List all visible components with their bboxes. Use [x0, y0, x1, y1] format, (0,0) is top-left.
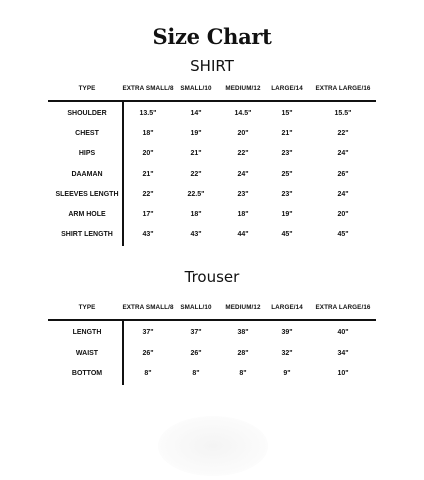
trouser-table-cell: 28" — [237, 349, 249, 357]
trouser-header-divider — [48, 319, 376, 321]
shirt-table-cell: 15.5" — [334, 110, 352, 117]
shirt-row-label: CHEST — [75, 130, 99, 138]
trouser-table-cell: 32" — [281, 349, 293, 357]
shirt-table-cell: 22" — [337, 130, 349, 138]
shirt-table-cell: 18" — [237, 211, 249, 218]
shirt-table-cell: 45" — [281, 231, 293, 239]
trouser-table-cell: 8" — [239, 370, 247, 377]
shirt-table-cell: 22" — [190, 170, 202, 178]
shirt-row-label: DAAMAN — [71, 170, 103, 178]
trouser-table-cell: 8" — [144, 370, 152, 377]
trouser-table-cell: 38" — [237, 329, 249, 336]
shirt-table-cell: 22" — [142, 190, 154, 198]
trouser-table-cell: 26" — [190, 349, 202, 357]
shirt-table-cell: 19" — [281, 211, 293, 218]
shirt-table-cell: 19" — [190, 130, 202, 138]
trouser-header-0: TYPE — [78, 304, 96, 311]
shirt-table-cell: 18" — [142, 130, 154, 138]
shirt-row-label: SHIRT LENGTH — [61, 231, 113, 239]
shirt-header-3: MEDIUM/12 — [225, 85, 261, 92]
shirt-section-title: SHIRT — [190, 57, 234, 75]
shirt-header-0: TYPE — [78, 85, 96, 92]
shirt-header-4: LARGE/14 — [271, 85, 303, 92]
trouser-header-1: EXTRA SMALL/8 — [122, 304, 174, 311]
trouser-table-cell: 9" — [283, 370, 291, 377]
shirt-table-cell: 22" — [237, 150, 249, 158]
shirt-table-cell: 21" — [281, 130, 293, 138]
shirt-table-cell: 21" — [142, 170, 154, 178]
shirt-table-cell: 22.5" — [187, 190, 205, 198]
trouser-header-4: LARGE/14 — [271, 304, 303, 311]
shirt-table-cell: 44" — [237, 231, 249, 239]
shirt-table-cell: 15" — [281, 110, 293, 117]
shirt-column-divider — [122, 101, 124, 246]
shirt-table-cell: 25" — [281, 170, 293, 178]
shirt-table-cell: 23" — [281, 150, 293, 158]
shirt-table-cell: 45" — [337, 231, 349, 239]
shirt-table-cell: 43" — [190, 231, 202, 239]
shirt-row-label: SLEEVES LENGTH — [55, 190, 119, 198]
shirt-table-cell: 21" — [190, 150, 202, 158]
shirt-table-cell: 20" — [337, 211, 349, 218]
trouser-table-cell: 8" — [192, 370, 200, 377]
shirt-table-cell: 20" — [237, 130, 249, 138]
shirt-row-label: SHOULDER — [67, 110, 107, 117]
trouser-header-2: SMALL/10 — [180, 304, 212, 311]
shirt-table-cell: 17" — [142, 211, 154, 218]
trouser-table-cell: 37" — [142, 329, 154, 336]
shirt-table-cell: 24" — [337, 150, 349, 158]
trouser-section-title: Trouser — [184, 268, 240, 286]
shirt-table-cell: 43" — [142, 231, 154, 239]
shirt-header-1: EXTRA SMALL/8 — [122, 85, 174, 92]
trouser-table-cell: 34" — [337, 349, 349, 357]
page-title: Size Chart — [152, 24, 272, 49]
shirt-table-cell: 13.5" — [139, 110, 157, 117]
shirt-header-divider — [48, 100, 376, 102]
trouser-table-cell: 26" — [142, 349, 154, 357]
shirt-table-cell: 23" — [237, 190, 249, 198]
trouser-row-label: LENGTH — [72, 329, 102, 336]
shirt-table-cell: 24" — [237, 170, 249, 178]
shirt-table-cell: 18" — [190, 211, 202, 218]
shirt-row-label: HIPS — [78, 150, 96, 158]
shirt-header-2: SMALL/10 — [180, 85, 212, 92]
shirt-table-cell: 20" — [142, 150, 154, 158]
trouser-row-label: BOTTOM — [71, 370, 103, 377]
shirt-table-cell: 24" — [337, 190, 349, 198]
trouser-header-3: MEDIUM/12 — [225, 304, 261, 311]
trouser-column-divider — [122, 320, 124, 385]
shirt-table-cell: 14.5" — [234, 110, 252, 117]
shirt-table-cell: 14" — [190, 110, 202, 117]
trouser-table-cell: 37" — [190, 329, 202, 336]
shirt-header-5: EXTRA LARGE/16 — [315, 85, 371, 92]
shirt-table-cell: 26" — [337, 170, 349, 178]
trouser-table-cell: 40" — [337, 329, 349, 336]
trouser-row-label: WAIST — [75, 349, 99, 357]
decorative-blur — [158, 416, 268, 476]
shirt-row-label: ARM HOLE — [68, 211, 106, 218]
shirt-table-cell: 23" — [281, 190, 293, 198]
trouser-table-cell: 10" — [337, 370, 349, 377]
trouser-table-cell: 39" — [281, 329, 293, 336]
trouser-header-5: EXTRA LARGE/16 — [315, 304, 371, 311]
